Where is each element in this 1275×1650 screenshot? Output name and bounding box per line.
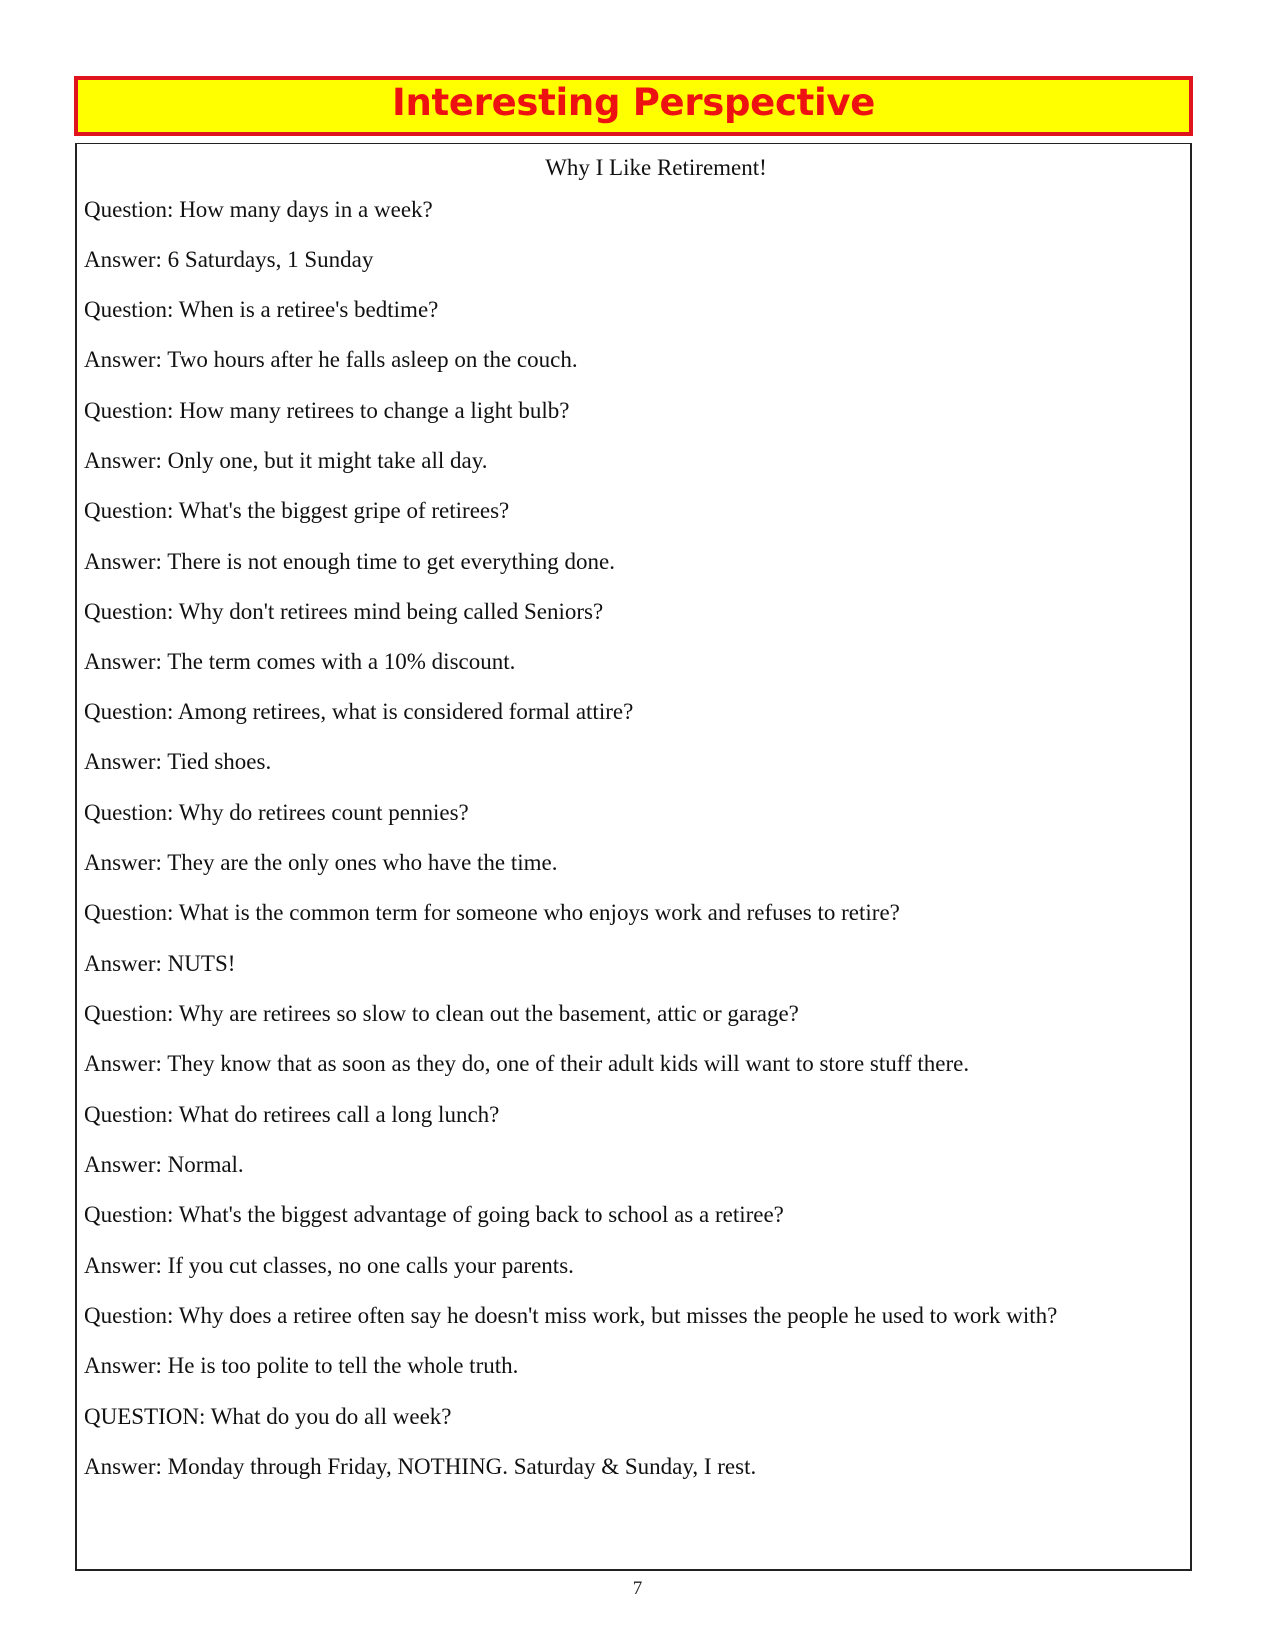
subtitle: Why I Like Retirement! — [545, 155, 767, 180]
answer-line: Answer: There is not enough time to get everything done. — [84, 549, 616, 574]
question-line: Question: Why does a retiree often say he doesn't miss work, but misses the people he used to work with? — [84, 1303, 1058, 1328]
answer-line: Answer: Normal. — [84, 1152, 244, 1177]
answer-line: Answer: Monday through Friday, NOTHING. Saturday & Sunday, I rest. — [84, 1454, 757, 1479]
question-line: Question: What's the biggest advantage of going back to school as a retiree? — [84, 1202, 784, 1227]
page-number: 7 — [632, 1578, 643, 1599]
answer-line: Answer: The term comes with a 10% discount. — [84, 649, 516, 674]
question-line: Question: Among retirees, what is considered formal attire? — [84, 699, 634, 724]
question-line: Question: What do retirees call a long lunch? — [84, 1102, 500, 1127]
answer-line: Answer: Two hours after he falls asleep on the couch. — [84, 347, 578, 372]
question-line: Question: When is a retiree's bedtime? — [84, 297, 439, 322]
question-line: Question: What's the biggest gripe of retirees? — [84, 498, 510, 523]
question-line: Question: Why are retirees so slow to clean out the basement, attic or garage? — [84, 1001, 799, 1026]
title-banner — [74, 76, 1193, 136]
question-line: Question: What is the common term for someone who enjoys work and refuses to retire? — [84, 900, 900, 925]
answer-line: Answer: He is too polite to tell the whole truth. — [84, 1353, 519, 1378]
content-box — [75, 143, 1192, 1571]
answer-line: Answer: They know that as soon as they do, one of their adult kids will want to store stuff there. — [84, 1051, 970, 1076]
question-line: Question: How many days in a week? — [84, 197, 433, 222]
answer-line: Answer: Tied shoes. — [84, 749, 272, 774]
answer-line: Answer: NUTS! — [84, 951, 236, 976]
answer-line: Answer: If you cut classes, no one calls your parents. — [84, 1253, 574, 1278]
question-line: Question: Why don't retirees mind being called Seniors? — [84, 599, 604, 624]
question-line: Question: Why do retirees count pennies? — [84, 800, 469, 825]
answer-line: Answer: 6 Saturdays, 1 Sunday — [84, 247, 374, 272]
answer-line: Answer: Only one, but it might take all day. — [84, 448, 488, 473]
answer-line: Answer: They are the only ones who have the time. — [84, 850, 558, 875]
question-line: QUESTION: What do you do all week? — [84, 1404, 452, 1429]
page-title: Interesting Perspective — [391, 80, 875, 124]
question-line: Question: How many retirees to change a light bulb? — [84, 398, 570, 423]
